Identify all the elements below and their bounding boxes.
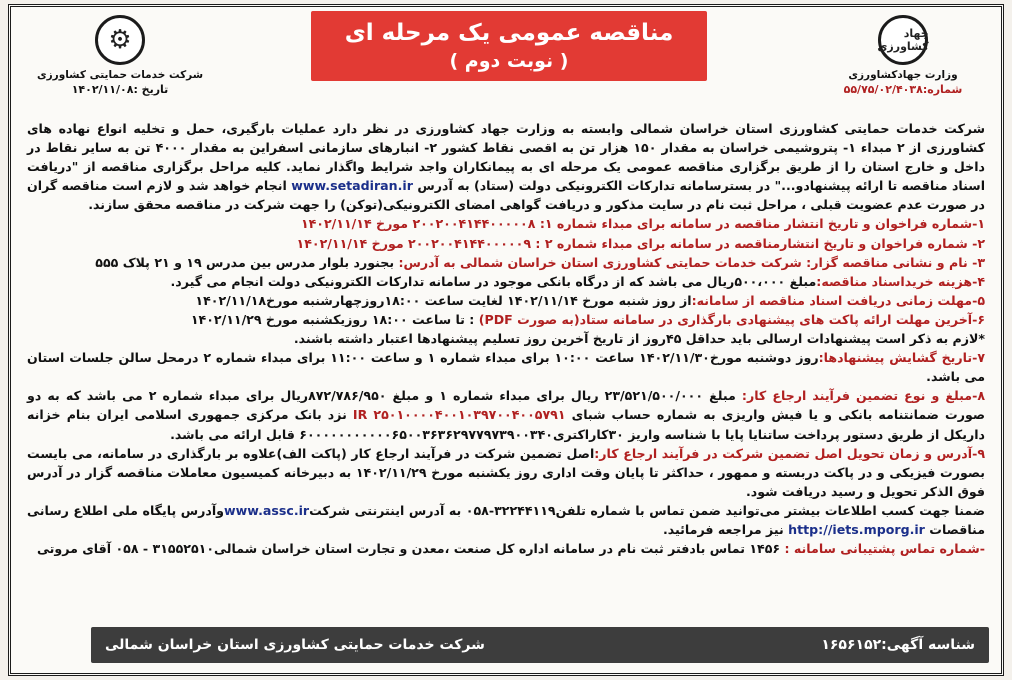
item-8-value-b: نزد بانک مرکزی جمهوری اسلامی ایران بنام خزانه داریکل از طریق دستور پرداخت ساتنایا پایا با شناسه واریز ۳۰کاراکتری۶۰۰۰۰۰۰۰۰۰۰۰۶۵۰۰۳۶۳۶۲۹۷۷۹۷۳۹۰۰۳۴۰ قابل ارائه می باشد.: [27, 407, 985, 442]
contact-paragraph: [27, 501, 985, 539]
item-7-label: ۷-تاریخ گشایش پیشنهادها:: [818, 350, 986, 366]
title-banner: [311, 11, 707, 81]
item-3-label: ۳- نام و نشانی مناقصه گزار: شرکت خدمات حمایتی کشاورزی استان خراسان شمالی به آدرس:: [398, 254, 985, 270]
iets-link[interactable]: http://iets.mporg.ir: [788, 521, 925, 537]
support-line: [27, 539, 985, 558]
item-6: [27, 310, 985, 329]
intro-text-1: وابسته به وزارت جهاد کشاورزی در نظر دارد عملیات بارگیری، حمل و تخلیه انواع نهاده های کشاورزی از ۲ مبداء ۱- پتروشیمی خراسان به مقدار ۱۵۰ هزار تن به اقصی نقاط کشور ۲- انبارهای سازمانی اسفراین به مقدار ۴۰۰۰ تن به سایر نقاط در داخل و خارج استان را از طریق برگزاری مناقصه عمومی یک مرحله ای به پیمانکاران واجد شرایط واگذار نماید. کلیه مراحل برگزاری مناقصه از "دریافت اسناد مناقصه تا ارائه پیشنهادو..." در بسترسامانه تدارکات الکترونیکی دولت (ستاد) به آدرس: [27, 121, 986, 194]
ministry-logo: جهاد کشاورزی: [878, 15, 928, 65]
notice-title: مناقصه عمومی یک مرحله ای: [344, 20, 674, 46]
item-4-value: مبلغ ۵۰۰،۰۰۰ریال می باشد که از درگاه بانکی موجود در سامانه تدارکات الکترونیکی دولت انجام می گیرد.: [170, 273, 817, 289]
tender-notice: [8, 4, 1004, 676]
item-1: ۱-شماره فراخوان و تاریخ انتشار مناقصه در سامانه برای مبداء شماره ۱: ۲۰۰۲۰۰۴۱۴۴۰۰۰۰۰۸ مورخ ۱۴۰۲/۱۱/۱۴: [300, 216, 985, 232]
footer-bar: [91, 627, 989, 663]
item-5-label: ۵-مهلت زمانی دریافت اسناد مناقصه از سامانه:: [691, 292, 985, 308]
notice-subtitle: ( نوبت دوم ): [449, 50, 569, 72]
intro-text-2: انجام خواهد شد و لازم است مناقصه گران در صورت عدم عضویت قبلی ، مراحل ثبت نام در سایت مذکور و دریافت گواهی امضای الکترونیکی(توکن) را جهت شرکت در مناقصه محقق سازند.: [27, 178, 985, 213]
item-3: [27, 253, 985, 272]
item-8-label: ۸-مبلغ و نوع تضمین فرآیند ارجاع کار:: [741, 388, 986, 404]
contact-text-a: ضمنا جهت کسب اطلاعات بیشتر می‌توانید ضمن تماس با شماره تلفن۳۲۲۴۴۱۱۹-۰۵۸ به آدرس اینترنتی شرکت: [309, 502, 985, 518]
item-5: [27, 291, 985, 310]
item-6-value: : تا ساعت ۱۸:۰۰ روزیکشنبه مورخ ۱۴۰۲/۱۱/۲۹: [190, 311, 479, 327]
item-7-value: روز دوشنبه مورخ۱۴۰۲/۱۱/۳۰ ساعت ۱۰:۰۰ برای مبداء شماره ۱ و ساعت ۱۱:۰۰ برای مبداء شماره ۲ درمحل سالن جلسات استان می باشد.: [27, 350, 985, 385]
notice-body: [27, 119, 985, 558]
footer-company-name: شرکت خدمات حمایتی کشاورزی استان خراسان شمالی: [105, 637, 485, 653]
support-label: -شماره تماس پشتیبانی سامانه :: [784, 541, 985, 557]
intro-paragraph: [27, 119, 985, 214]
reference-number: شماره:۵۵/۷۵/۰۲/۴۰۳۸: [843, 83, 963, 96]
iban-number: IR ۲۵۰۱۰۰۰۰۴۰۰۱۰۳۹۷۰۰۴۰۰۵۷۹۱: [352, 407, 566, 423]
item-2: ۲- شماره فراخوان و تاریخ انتشارمناقصه در سامانه برای مبداء شماره ۲ : ۲۰۰۲۰۰۴۱۴۴۰۰۰۰۰۹ مورخ ۱۴۰۲/۱۱/۱۴: [296, 235, 985, 251]
item-8: [27, 386, 985, 443]
contact-text-c: نیز مراجعه فرمائید.: [662, 521, 789, 537]
item-4: [27, 272, 985, 291]
ad-code: شناسه آگهی:۱۶۵۶۱۵۲: [821, 637, 975, 653]
company-logo-block: [25, 15, 215, 115]
item-8-value-a: مبلغ ۲۳/۵۲۱/۵۰۰/۰۰۰ ریال برای مبداء شماره ۱ و مبلغ ۸۷۲/۷۸۶/۹۵۰ریال برای مبداء شماره ۲ می باشد که به دو صورت ضمانتنامه بانکی و یا فیش واریزی به شماره حساب شبای: [27, 388, 986, 423]
item-7: [27, 348, 985, 386]
item-4-label: ۴-هزینه خریداسناد مناقصه:: [816, 273, 985, 289]
item-3-value: بجنورد بلوار مدرس بین مدرس ۱۹ و ۲۱ پلاک ۵۵۵: [95, 254, 399, 270]
gear-icon: ⚙: [95, 15, 145, 65]
assc-link[interactable]: www.assc.ir: [223, 502, 310, 518]
item-9: [27, 444, 985, 501]
company-name: شرکت خدمات حمایتی کشاورزی: [36, 69, 204, 81]
support-value: ۱۴۵۶ تماس بادفتر ثبت نام در سامانه اداره کل صنعت ،معدن و تجارت استان خراسان شمالی۳۱۵۵۲۵۱۰ - ۰۵۸ آقای مروتی: [36, 541, 785, 557]
notice-date: تاریخ :۱۴۰۲/۱۱/۰۸: [71, 83, 169, 96]
validity-note: *لازم به ذکر است پیشنهادات ارسالی باید حداقل ۴۵روز از تاریخ آخرین روز تسلیم پیشنهادها اعتبار داشته باشند.: [293, 331, 985, 347]
item-9-value: اصل تضمین شرکت در فرآیند ارجاع کار (پاکت الف)علاوه بر بارگذاری در سامانه، می بایست بصورت فیزیکی و در پاکت دربسته و ممهور ، حداکثر تا پایان وقت اداری روز یکشنبه مورخ ۱۴۰۲/۱۱/۲۹ به دبیرخانه کمیسیون معاملات مناقصه گزار در آدرس فوق الذکر تحویل و رسید دریافت شود.: [27, 445, 985, 499]
item-6-label: ۶-آخرین مهلت ارائه پاکت های پیشنهادی بارگذاری در سامانه ستاد(به صورت PDF): [478, 311, 985, 327]
item-9-label: ۹-آدرس و زمان تحویل اصل تضمین شرکت در فرآیند ارجاع کار:: [594, 445, 985, 461]
contact-text-b: وآدرس پایگاه ملی اطلاع رسانی مناقصات: [27, 502, 985, 537]
ministry-name: وزارت جهادکشاورزی: [848, 69, 958, 81]
lead-company: شرکت خدمات حمایتی کشاورزی استان خراسان شمالی: [629, 121, 986, 136]
ministry-logo-block: [823, 15, 983, 115]
item-5-value: از روز شنبه مورخ ۱۴۰۲/۱۱/۱۴ لغایت ساعت ۱۸:۰۰روزچهارشنبه مورخ۱۴۰۲/۱۱/۱۸: [195, 292, 692, 308]
setad-link[interactable]: www.setadiran.ir: [291, 178, 413, 194]
